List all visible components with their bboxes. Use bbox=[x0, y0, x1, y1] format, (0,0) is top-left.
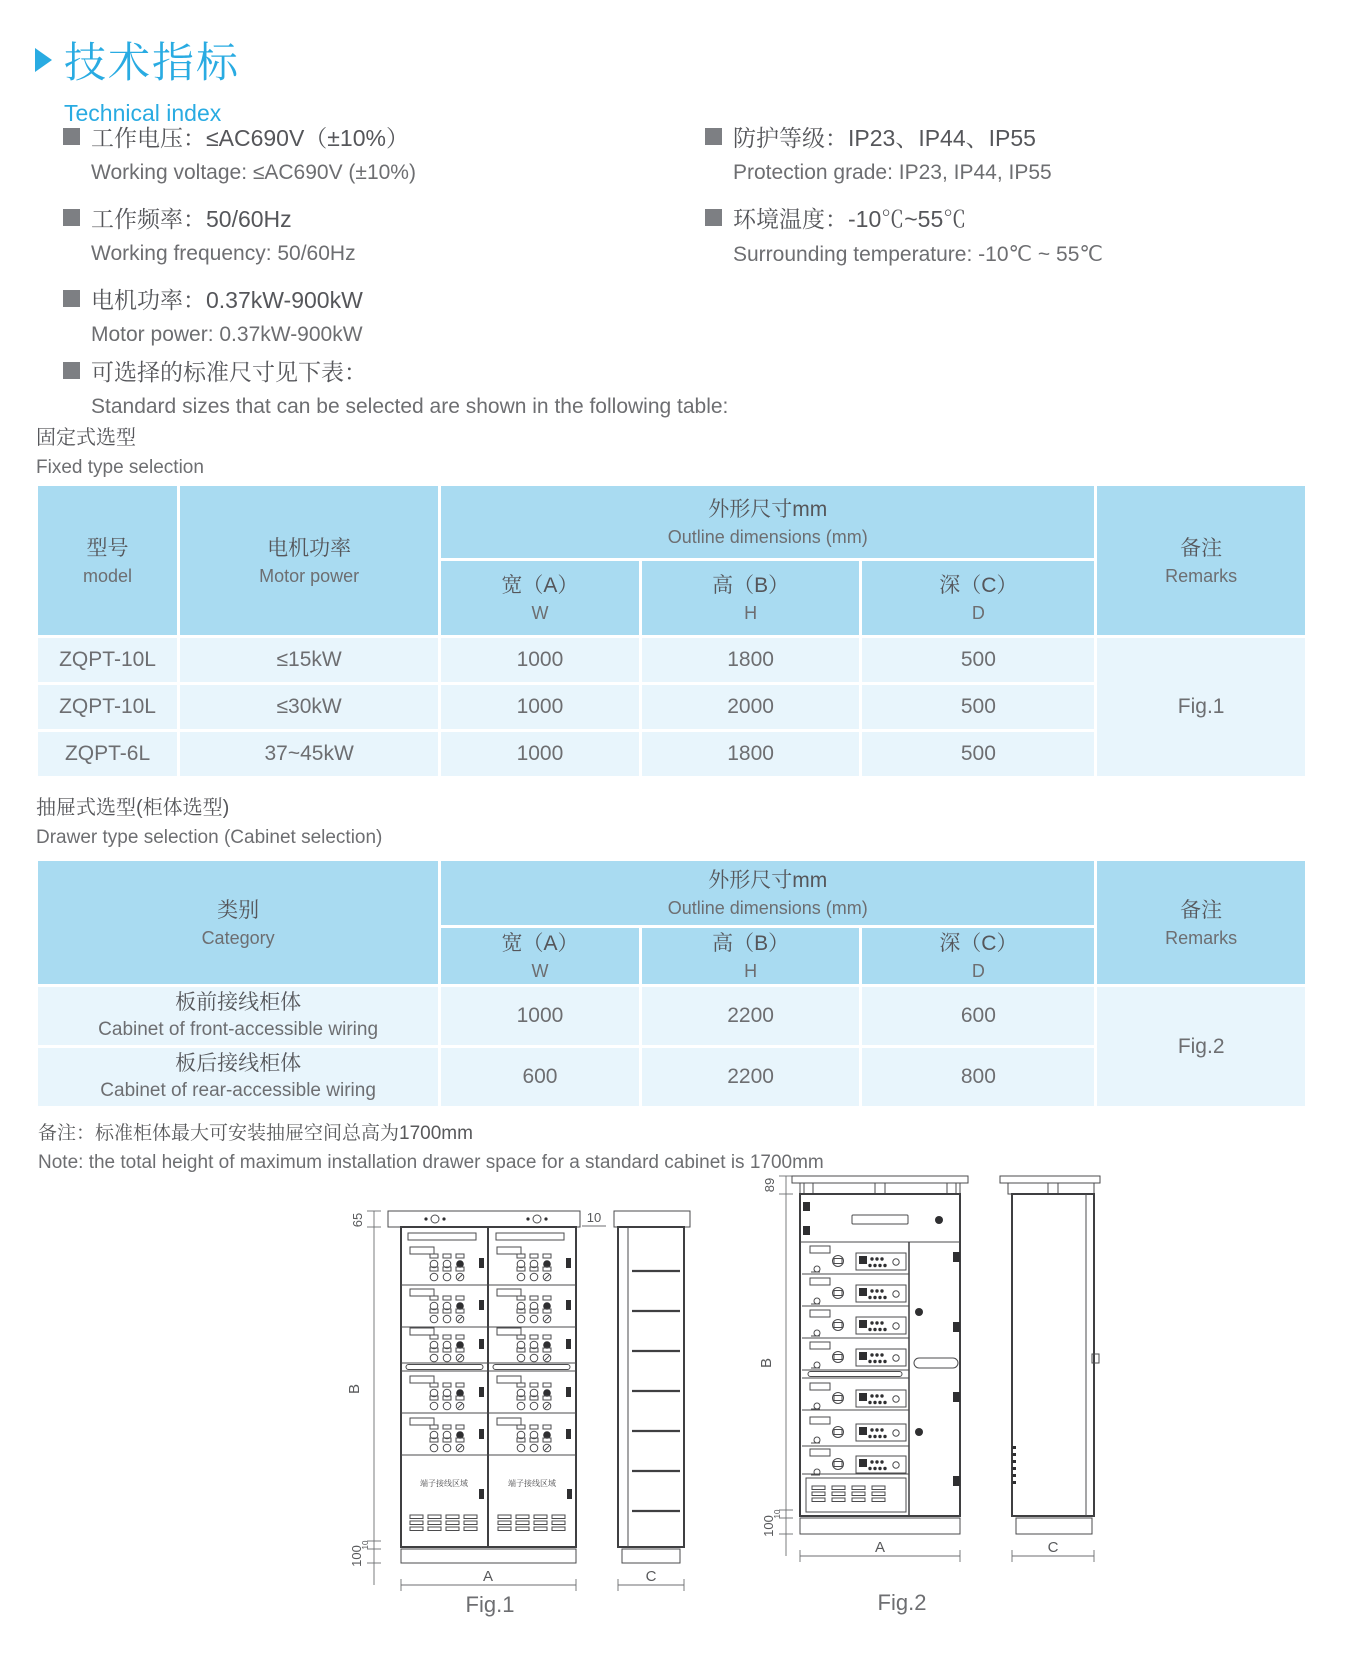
spec-text-en: Working frequency: 50/60Hz bbox=[91, 242, 356, 265]
cell-height: 2200 bbox=[642, 1048, 860, 1106]
fig2-left-dimension bbox=[758, 1176, 793, 1556]
cell-depth: 500 bbox=[862, 638, 1094, 682]
cell-depth: 800 bbox=[862, 1048, 1094, 1106]
spec-list-left bbox=[63, 121, 683, 364]
fig2-dim-10-small: 10 bbox=[773, 1509, 782, 1519]
fig1-terminal-label: 端子接线区域 bbox=[508, 1479, 556, 1488]
col-header-model: 型号 model bbox=[38, 486, 177, 635]
cell-height: 1800 bbox=[642, 638, 860, 682]
spec-item bbox=[705, 202, 1325, 232]
page-title-zh: 技术指标 bbox=[64, 39, 241, 86]
table-row bbox=[38, 987, 1305, 1045]
drawer-type-table bbox=[35, 858, 1308, 1109]
cell-height: 2200 bbox=[642, 987, 860, 1045]
page-header bbox=[35, 30, 240, 127]
col-header-motor-power: 电机功率 Motor power bbox=[180, 486, 438, 635]
spec-text-en: Protection grade: IP23, IP44, IP55 bbox=[733, 161, 1052, 184]
fig1-dim-100: 100 bbox=[349, 1545, 364, 1567]
cell-remark: Fig.1 bbox=[1097, 638, 1305, 776]
cell-width: 600 bbox=[441, 1048, 639, 1106]
cell-depth: 600 bbox=[862, 987, 1094, 1045]
fig2-dim-89: 89 bbox=[762, 1177, 777, 1193]
cell-model: ZQPT-10L bbox=[38, 685, 177, 729]
fig1-dim-65: 65 bbox=[350, 1212, 365, 1228]
cell-width: 1000 bbox=[441, 685, 639, 729]
spec-item bbox=[705, 121, 1325, 151]
fig2-caption: Fig.2 bbox=[877, 1590, 927, 1615]
cell-model: ZQPT-6L bbox=[38, 732, 177, 776]
fig1-dim-B: B bbox=[346, 1383, 363, 1395]
cell-category: 板前接线柜体 Cabinet of front-accessible wiring bbox=[38, 987, 438, 1045]
cell-width: 1000 bbox=[441, 732, 639, 776]
fig1-front-view bbox=[388, 1210, 606, 1591]
spec-item bbox=[63, 202, 683, 232]
spec-text-en: Surrounding temperature: -10℃ ~ 55℃ bbox=[733, 243, 1103, 266]
cell-height: 1800 bbox=[642, 732, 860, 776]
cell-remark: Fig.2 bbox=[1097, 987, 1305, 1106]
cell-power: 37~45kW bbox=[180, 732, 438, 776]
fig1-side-view bbox=[614, 1211, 690, 1591]
square-bullet-icon bbox=[63, 290, 80, 307]
table-row bbox=[38, 638, 1305, 682]
fig1-dim-A: A bbox=[482, 1568, 494, 1585]
table-note bbox=[38, 1118, 824, 1174]
cell-depth: 500 bbox=[862, 685, 1094, 729]
square-bullet-icon bbox=[63, 362, 80, 379]
fixed-type-table bbox=[35, 483, 1308, 779]
table-note-en: Note: the total height of maximum installation drawer space for a standard cabinet is 1700mm bbox=[38, 1152, 824, 1173]
col-header-outline-dimensions: 外形尺寸mm Outline dimensions (mm) bbox=[441, 486, 1094, 558]
col-header-outline-dimensions: 外形尺寸mm Outline dimensions (mm) bbox=[441, 861, 1094, 925]
fig1-dim-C: C bbox=[645, 1568, 657, 1585]
cell-power: ≤30kW bbox=[180, 685, 438, 729]
cell-depth: 500 bbox=[862, 732, 1094, 776]
square-bullet-icon bbox=[63, 128, 80, 145]
col-header-depth: 深（C） D bbox=[862, 561, 1094, 635]
fig2-side-view bbox=[1000, 1176, 1100, 1562]
spec-text-zh: 环境温度：-10℃~55℃ bbox=[733, 205, 967, 232]
col-header-height: 高（B） H bbox=[642, 561, 860, 635]
spec-text-zh: 工作频率：50/60Hz bbox=[91, 205, 292, 232]
table-note-zh: 备注：标准柜体最大可安装抽屉空间总高为1700mm bbox=[38, 1123, 473, 1144]
spec-text-zh: 电机功率：0.37kW-900kW bbox=[91, 286, 363, 313]
fig1-drawing bbox=[338, 1193, 718, 1618]
spec-item bbox=[63, 283, 683, 313]
fig2-dim-B: B bbox=[758, 1357, 775, 1369]
cell-power: ≤15kW bbox=[180, 638, 438, 682]
spec-item bbox=[63, 121, 683, 151]
page-title-en: Technical index bbox=[64, 100, 222, 126]
sizes-note-en: Standard sizes that can be selected are shown in the following table: bbox=[91, 395, 729, 418]
fig1-caption: Fig.1 bbox=[465, 1592, 515, 1617]
col-header-depth: 深（C） D bbox=[862, 928, 1094, 984]
col-header-category: 类别 Category bbox=[38, 861, 438, 984]
fixed-table-title: 固定式选型 Fixed type selection bbox=[36, 427, 204, 478]
cell-model: ZQPT-10L bbox=[38, 638, 177, 682]
col-header-remarks: 备注 Remarks bbox=[1097, 861, 1305, 984]
square-bullet-icon bbox=[705, 209, 722, 226]
sizes-note-zh: 可选择的标准尺寸见下表： bbox=[63, 355, 963, 385]
cell-width: 1000 bbox=[441, 987, 639, 1045]
fig2-drawing bbox=[712, 1158, 1112, 1620]
cell-category: 板后接线柜体 Cabinet of rear-accessible wiring bbox=[38, 1048, 438, 1106]
fig1-dim-10-top: 10 bbox=[586, 1210, 602, 1225]
square-bullet-icon bbox=[705, 128, 722, 145]
fig2-dim-A: A bbox=[874, 1539, 886, 1556]
cell-width: 1000 bbox=[441, 638, 639, 682]
col-header-height: 高（B） H bbox=[642, 928, 860, 984]
spec-text-en: Working voltage: ≤AC690V (±10%) bbox=[91, 161, 416, 184]
fig2-front-view bbox=[792, 1176, 968, 1562]
col-header-width: 宽（A） W bbox=[441, 561, 639, 635]
section-arrow-icon bbox=[35, 48, 52, 72]
fig1-terminal-label: 端子接线区域 bbox=[420, 1479, 468, 1488]
spec-text-en: Motor power: 0.37kW-900kW bbox=[91, 323, 363, 346]
col-header-remarks: 备注 Remarks bbox=[1097, 486, 1305, 635]
fig1-left-dimension bbox=[346, 1211, 381, 1585]
fig2-dim-C: C bbox=[1047, 1539, 1059, 1556]
spec-list-right bbox=[705, 121, 1325, 283]
drawer-table-title: 抽屉式选型(柜体选型) Drawer type selection (Cabinet selection) bbox=[36, 797, 383, 848]
fig1-dim-10-small: 10 bbox=[361, 1540, 370, 1550]
fig2-dim-100: 100 bbox=[761, 1515, 776, 1537]
spec-text-zh: 防护等级：IP23、IP44、IP55 bbox=[733, 124, 1036, 151]
square-bullet-icon bbox=[63, 209, 80, 226]
cell-height: 2000 bbox=[642, 685, 860, 729]
spec-text-zh: 工作电压：≤AC690V（±10%） bbox=[91, 124, 409, 151]
col-header-width: 宽（A） W bbox=[441, 928, 639, 984]
